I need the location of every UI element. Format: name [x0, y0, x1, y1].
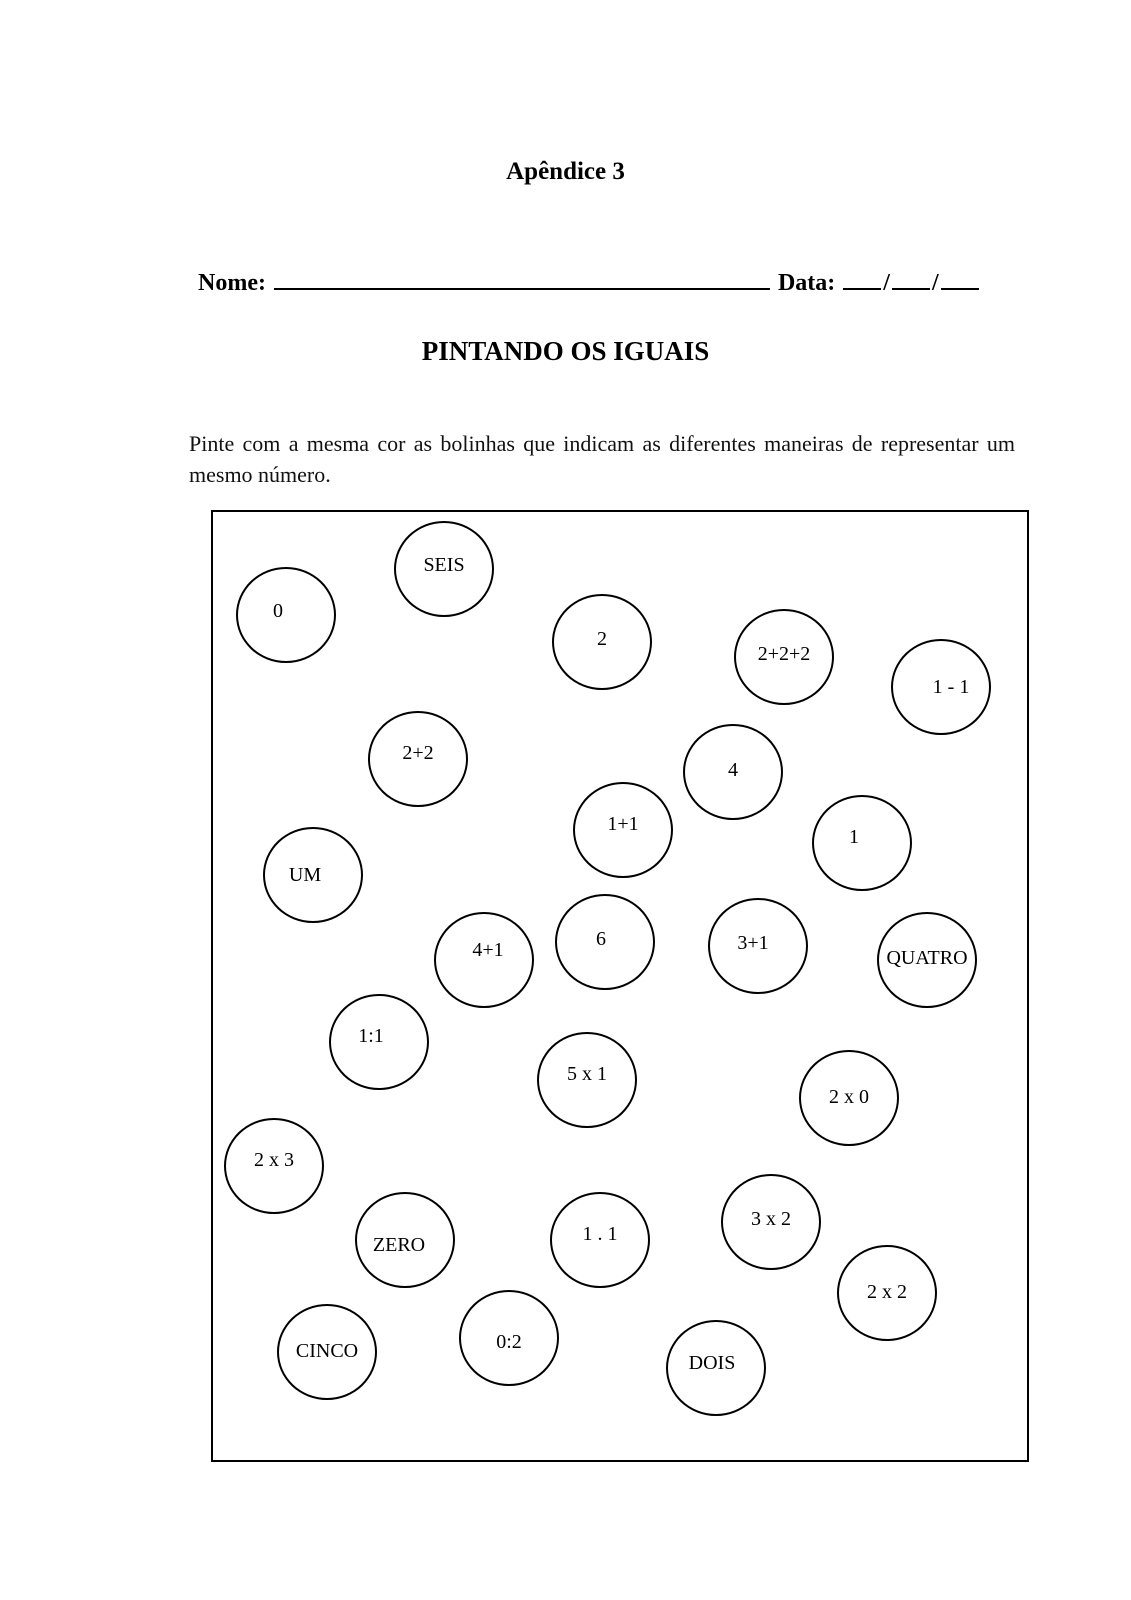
name-date-line — [198, 270, 981, 297]
circle[interactable]: 4+1 — [434, 912, 534, 1008]
circle[interactable]: 3 x 2 — [721, 1174, 821, 1270]
name-field[interactable] — [274, 287, 770, 290]
worksheet-title: PINTANDO OS IGUAIS — [421, 336, 710, 366]
circle[interactable]: DOIS — [666, 1320, 766, 1416]
date-label: Data: — [777, 270, 836, 296]
circle[interactable]: 2 x 3 — [224, 1118, 324, 1214]
date-day-field[interactable] — [843, 287, 881, 290]
date-separator: / — [883, 270, 890, 296]
circle[interactable]: ZERO — [355, 1192, 455, 1288]
circle[interactable]: 1 - 1 — [891, 639, 991, 735]
name-label: Nome: — [198, 270, 266, 296]
circle[interactable]: 2+2+2 — [734, 609, 834, 705]
circle[interactable]: 1 . 1 — [550, 1192, 650, 1288]
circle[interactable]: 2 — [552, 594, 652, 690]
circle[interactable]: 0 — [236, 567, 336, 663]
circles-box — [211, 510, 1029, 1462]
circle[interactable]: 0:2 — [459, 1290, 559, 1386]
circle[interactable]: 5 x 1 — [537, 1032, 637, 1128]
circle[interactable]: UM — [263, 827, 363, 923]
date-separator: / — [931, 270, 939, 296]
circle[interactable]: CINCO — [277, 1304, 377, 1400]
circle[interactable]: 1 — [812, 795, 912, 891]
circle[interactable]: 2 x 0 — [799, 1050, 899, 1146]
circle[interactable]: QUATRO — [877, 912, 977, 1008]
circle[interactable]: 2 x 2 — [837, 1245, 937, 1341]
circle[interactable]: 4 — [683, 724, 783, 820]
instructions: Pinte com a mesma cor as bolinhas que indicam as diferentes maneiras de representar um mesmo número. — [189, 431, 1015, 487]
date-month-field[interactable] — [892, 287, 930, 290]
circle[interactable]: 1+1 — [573, 782, 673, 878]
circle[interactable]: 2+2 — [368, 711, 468, 807]
circle[interactable]: 3+1 — [708, 898, 808, 994]
date-year-field[interactable] — [941, 287, 979, 290]
appendix-heading: Apêndice 3 — [506, 158, 625, 185]
circle[interactable]: SEIS — [394, 521, 494, 617]
circle[interactable]: 6 — [555, 894, 655, 990]
circle[interactable]: 1:1 — [329, 994, 429, 1090]
